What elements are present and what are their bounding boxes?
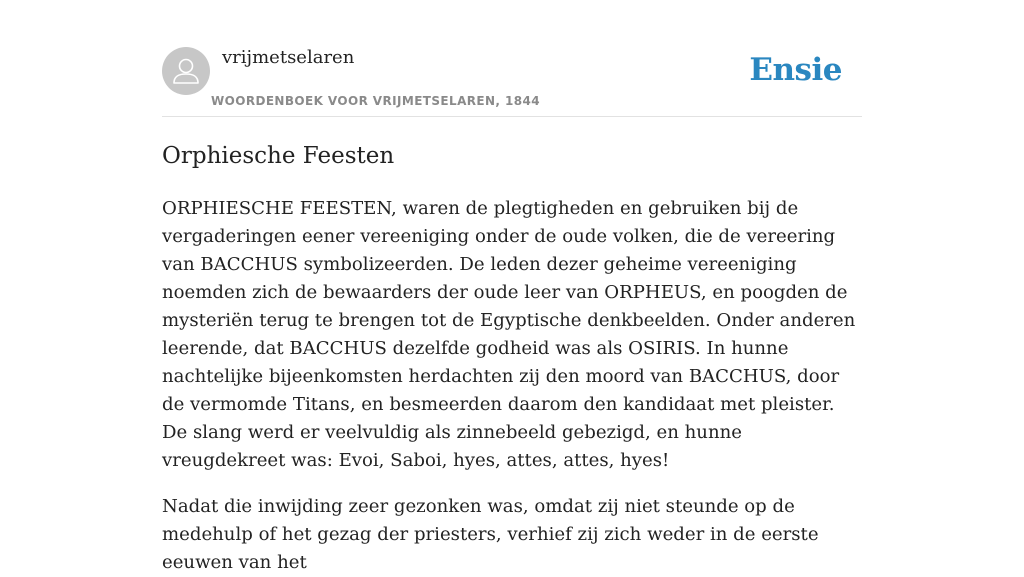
page bbox=[162, 0, 862, 573]
article-title: Orphiesche Feesten bbox=[162, 143, 395, 169]
header bbox=[162, 0, 862, 117]
user-icon bbox=[162, 47, 210, 95]
article-paragraph: ORPHIESCHE FEESTEN, waren de plegtigheden en gebruiken bij de vergaderingen eener vereeniging onder de oude volken, die de vereering van BACCHUS symbolizeerden. De leden dezer geheime vereeniging noemden zich de bewaarders der oude leer van ORPHEUS, en poogden de mysteriën terug te brengen tot de Egyptische denkbeelden. Onder anderen leerende, dat BACCHUS dezelfde godheid was als OSIRIS. In hunne nachtelijke bijeenkomsten herdachten zij den moord van BACCHUS, door de vermomde Titans, en besmeerden daarom den kandidaat met pleister. De slang werd er veelvuldig als zinnebeeld gebezigd, en hunne vreugdekreet was: Evoi, Saboi, hyes, attes, attes, hyes! bbox=[162, 198, 856, 471]
ensie-logo[interactable]: Ensie bbox=[749, 52, 842, 88]
author-name[interactable]: vrijmetselaren bbox=[222, 47, 355, 68]
avatar[interactable] bbox=[162, 47, 210, 95]
source-label[interactable]: WOORDENBOEK VOOR VRIJMETSELAREN, 1844 bbox=[211, 94, 540, 108]
article-paragraph: Nadat die inwijding zeer gezonken was, omdat zij niet steunde op de medehulp of het gezag der priesters, verhief zij zich weder in de eerste eeuwen van het bbox=[162, 496, 819, 573]
